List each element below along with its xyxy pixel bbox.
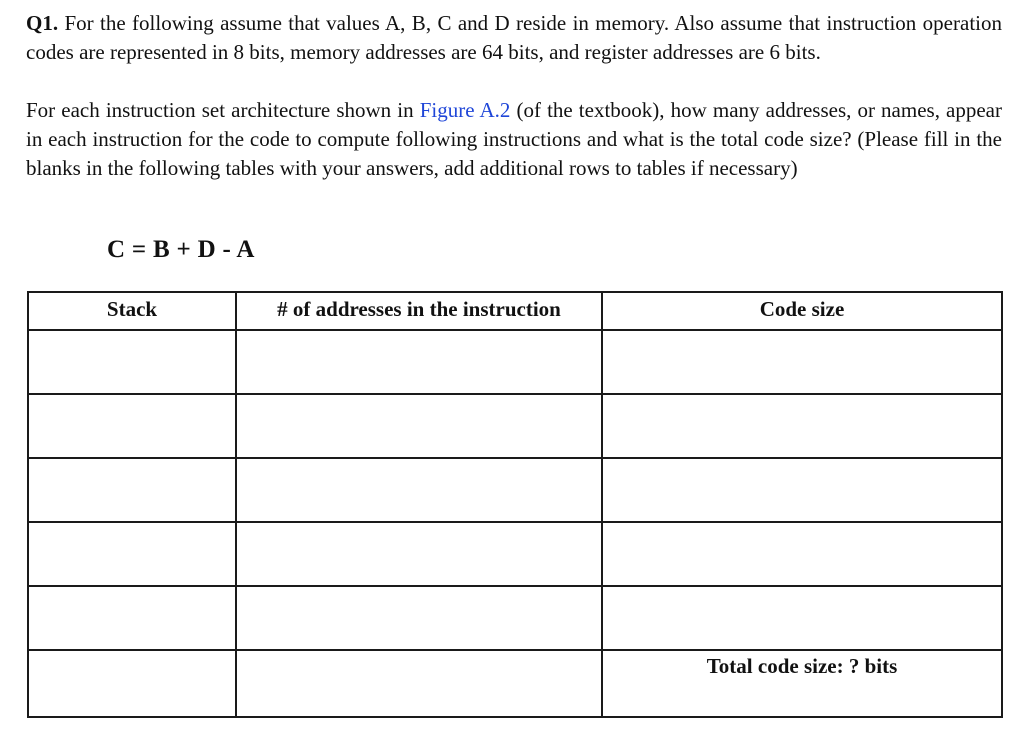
header-stack: Stack bbox=[28, 292, 236, 330]
table-cell-instruction[interactable] bbox=[28, 330, 236, 394]
table-cell-addresses[interactable] bbox=[236, 586, 602, 650]
table-cell-addresses[interactable] bbox=[236, 522, 602, 586]
table-cell-code-size[interactable] bbox=[602, 458, 1002, 522]
question-number: Q1. bbox=[26, 11, 59, 35]
table-cell-instruction[interactable] bbox=[28, 458, 236, 522]
table-row bbox=[28, 522, 1002, 586]
question-instructions-paragraph bbox=[26, 96, 1002, 183]
table-cell-instruction[interactable] bbox=[28, 522, 236, 586]
formula: C = B + D - A bbox=[107, 236, 255, 263]
answer-table bbox=[27, 291, 1003, 718]
table-cell-instruction[interactable] bbox=[28, 586, 236, 650]
table-cell-addresses[interactable] bbox=[236, 330, 602, 394]
table-cell-instruction[interactable] bbox=[28, 650, 236, 717]
question-paragraph-1: For the following assume that values A, B, C and D reside in memory. Also assume that instruction operation codes are represented in 8 bits, memory addresses are 64 bits, and register addresses are 6 bits. bbox=[26, 11, 1002, 64]
question-paragraph-2-end: (of the textbook), how many addresses, or names, appear in each instruction for the code to compute following instructions and what is the total code size? (Please fill in the blanks in the following tables with your answers, add additional rows to tables if necessary) bbox=[26, 98, 1002, 180]
table-row bbox=[28, 586, 1002, 650]
table-cell-instruction[interactable] bbox=[28, 394, 236, 458]
table-cell-code-size[interactable] bbox=[602, 522, 1002, 586]
question-paragraph-2-start: For each instruction set architecture shown in bbox=[26, 98, 420, 122]
table-row bbox=[28, 330, 1002, 394]
table-cell-addresses[interactable] bbox=[236, 458, 602, 522]
table-cell-code-size[interactable] bbox=[602, 586, 1002, 650]
table-row bbox=[28, 394, 1002, 458]
total-code-size: Total code size: ? bits bbox=[602, 650, 1002, 717]
question-intro-paragraph bbox=[26, 9, 1002, 67]
table-cell-code-size[interactable] bbox=[602, 394, 1002, 458]
table-cell-addresses[interactable] bbox=[236, 394, 602, 458]
header-code-size: Code size bbox=[602, 292, 1002, 330]
figure-link[interactable]: Figure A.2 bbox=[419, 98, 511, 122]
table-header-row bbox=[28, 292, 1002, 330]
table-row-total bbox=[28, 650, 1002, 717]
table-row bbox=[28, 458, 1002, 522]
table-cell-code-size[interactable] bbox=[602, 330, 1002, 394]
table-cell-addresses[interactable] bbox=[236, 650, 602, 717]
header-addresses: # of addresses in the instruction bbox=[236, 292, 602, 330]
